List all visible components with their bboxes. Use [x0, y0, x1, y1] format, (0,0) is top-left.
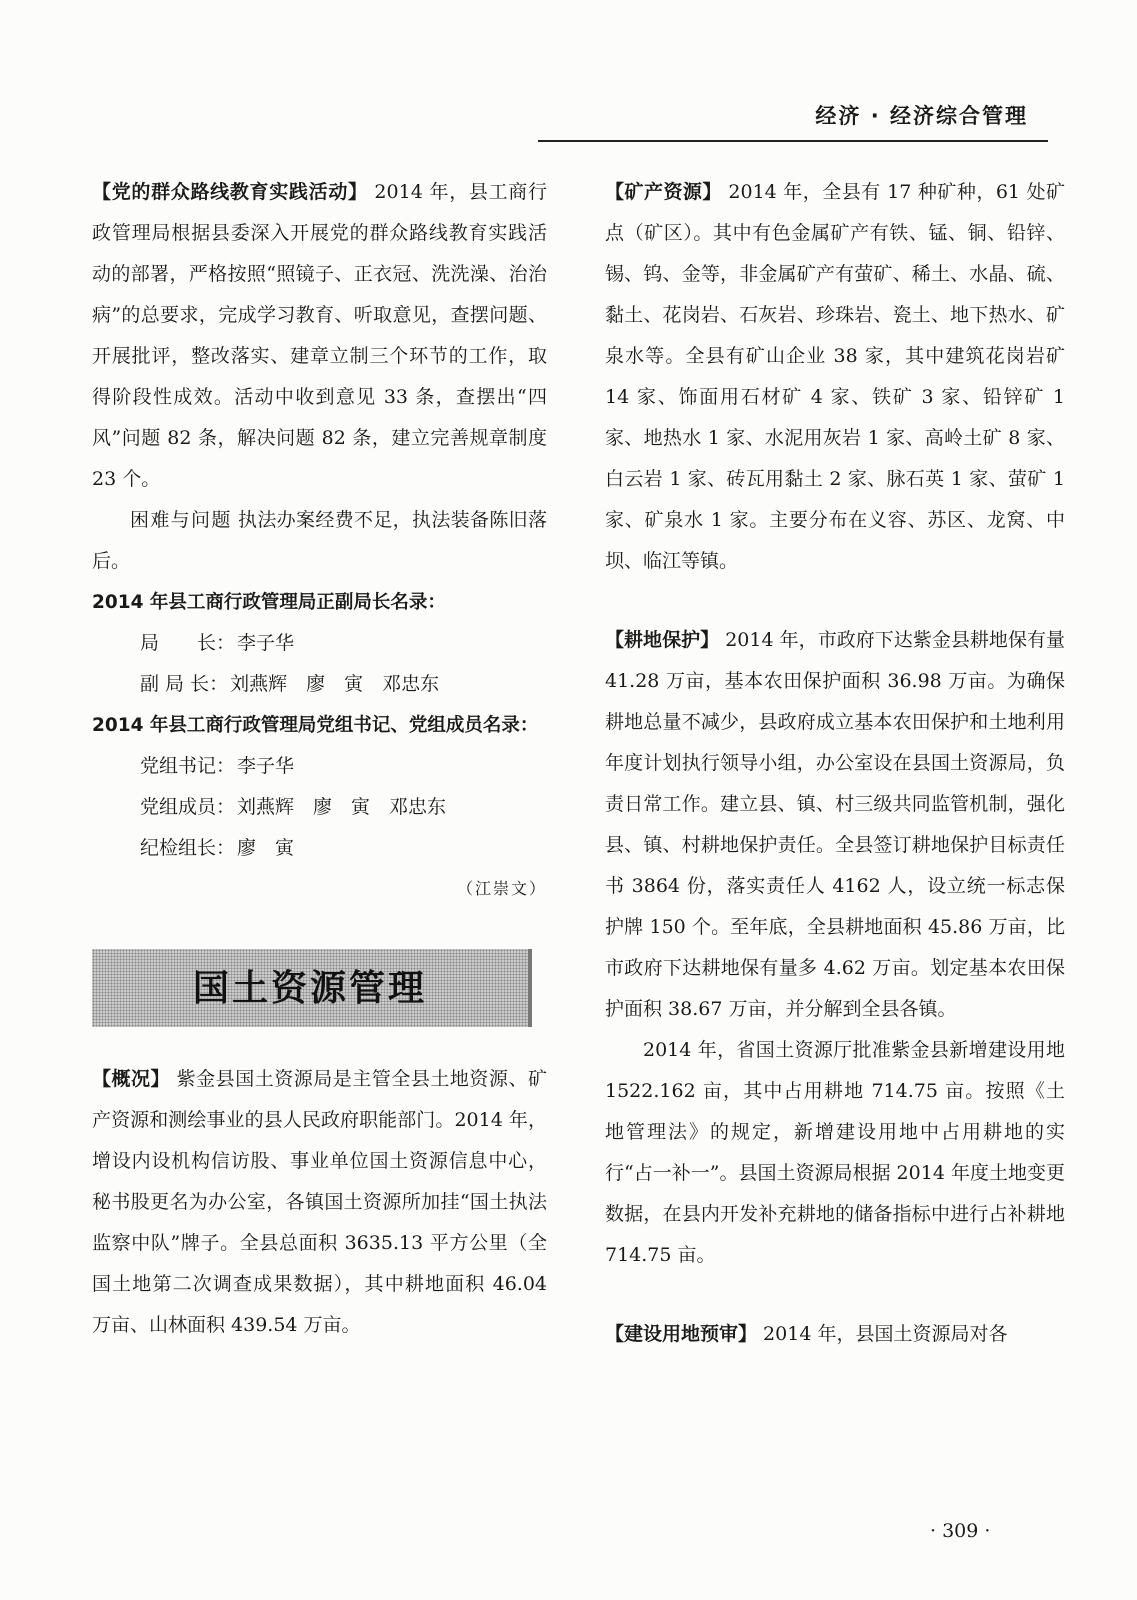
section-title: 国土资源管理: [192, 967, 427, 1009]
names: 李子华: [237, 632, 295, 654]
heading-mineral-resources: 【矿产资源】: [605, 181, 722, 203]
heading-overview: 【概况】: [92, 1068, 171, 1090]
section-banner: [92, 949, 532, 1027]
text-mass-line-campaign: 2014 年，县工商行政管理局根据县委深入开展党的群众路线教育实践活动的部署，严格按照“照镜子、正衣冠、洗洗澡、治治病”的总要求，完成学习教育、听取意见，查摆问题、开展批评，整改落实、建章立制三个环节的工作，取得阶段性成效。活动中收到意见 33 条，查摆出“四风”问题 82 条，解决问题 82 条，建立完善规章制度 23 个。: [92, 181, 547, 490]
role: 纪检组长：: [140, 837, 236, 859]
paragraph-difficulties: [92, 500, 547, 582]
paragraph-mass-line-campaign: [92, 172, 547, 500]
spacer: [605, 1276, 1065, 1314]
role: 党组成员：: [140, 796, 236, 818]
text-overview: 紫金县国土资源局是主管全县土地资源、矿产资源和测绘事业的县人民政府职能部门。2014 年，增设内设机构信访股、事业单位国土资源信息中心，秘书股更名为办公室，各镇国土资源所加挂“国土执法监察中队”牌子。全县总面积 3635.13 平方公里（全国土地第二次调查成果数据），其中耕地面积 46.04 万亩、山林面积 439.54 万亩。: [92, 1068, 547, 1336]
text-mineral-resources: 2014 年，全县有 17 种矿种，61 处矿点（矿区）。其中有色金属矿产有铁、锰、铜、铅锌、锡、钨、金等，非金属矿产有萤矿、稀土、水晶、硫、黏土、花岗岩、石灰岩、珍珠岩、瓷土、地下热水、矿泉水等。全县有矿山企业 38 家，其中建筑花岗岩矿 14 家、饰面用石材矿 4 家、铁矿 3 家、铅锌矿 1 家、地热水 1 家、水泥用灰岩 1 家、高岭土矿 8 家、白云岩 1 家、砖瓦用黏土 2 家、脉石英 1 家、萤矿 1 家、矿泉水 1 家。主要分布在义容、苏区、龙窝、中坝、临江等镇。: [605, 181, 1065, 572]
text-farmland-protection: 2014 年，市政府下达紫金县耕地保有量 41.28 万亩，基本农田保护面积 36.98 万亩。为确保耕地总量不减少，县政府成立基本农田保护和土地利用年度计划执行领导小组，办公室设在县国土资源局，负责日常工作。建立县、镇、村三级共同监管机制，强化县、镇、村耕地保护责任。全县签订耕地保护目标责任书 3864 份，落实责任人 4162 人，设立统一标志保护牌 150 个。至年底，全县耕地面积 45.86 万亩，比市政府下达耕地保有量多 4.62 万亩。划定基本农田保护面积 38.67 万亩，并分解到全县各镇。: [605, 629, 1065, 1020]
role: 副 局 长：: [140, 673, 229, 695]
party-group-row: [92, 746, 547, 787]
text-land-preexamination: 2014 年，县国土资源局对各: [757, 1323, 1008, 1345]
directors-list-title: 2014 年县工商行政管理局正副局长名录：: [92, 592, 446, 613]
heading-farmland-protection: 【耕地保护】: [605, 629, 720, 651]
heading-mass-line-campaign: 【党的群众路线教育实践活动】: [92, 181, 368, 203]
directors-row: [92, 623, 547, 664]
text-difficulties: 执法办案经费不足，执法装备陈旧落后。: [92, 509, 547, 572]
party-group-list-title: 2014 年县工商行政管理局党组书记、党组成员名录：: [92, 715, 539, 736]
party-group-row: [92, 828, 547, 869]
paragraph-overview: [92, 1059, 547, 1346]
role: 局 长：: [140, 632, 236, 654]
left-column: [92, 172, 547, 1346]
role: 党组书记：: [140, 755, 236, 777]
names: 廖 寅: [237, 837, 295, 859]
names: 李子华: [237, 755, 295, 777]
author-signature: （江崇文）: [456, 879, 547, 898]
party-group-row: [92, 787, 547, 828]
paragraph-mineral-resources: [605, 172, 1065, 582]
heading-land-preexamination: 【建设用地预审】: [605, 1323, 758, 1345]
running-head: 经济 · 经济综合管理: [815, 104, 1028, 128]
names: 刘燕辉 廖 寅 邓忠东: [237, 796, 447, 818]
spacer: [605, 582, 1065, 620]
directors-row: [92, 664, 547, 705]
names: 刘燕辉 廖 寅 邓忠东: [230, 673, 440, 695]
paragraph-land-preexamination: [605, 1314, 1065, 1355]
paragraph-new-construction-land: 2014 年，省国土资源厅批准紫金县新增建设用地 1522.162 亩，其中占用耕地 714.75 亩。按照《土地管理法》的规定，新增建设用地中占用耕地的实行“占一补一”。县国土资源局根据 2014 年度土地变更数据，在县内开发补充耕地的储备指标中进行占补耕地 714.75 亩。: [605, 1039, 1065, 1266]
heading-difficulties: 困难与问题: [130, 509, 232, 531]
header-rule: [538, 140, 1048, 142]
right-column: [605, 172, 1065, 1355]
paragraph-farmland-protection: [605, 620, 1065, 1030]
page-number: · 309 ·: [930, 1520, 991, 1542]
